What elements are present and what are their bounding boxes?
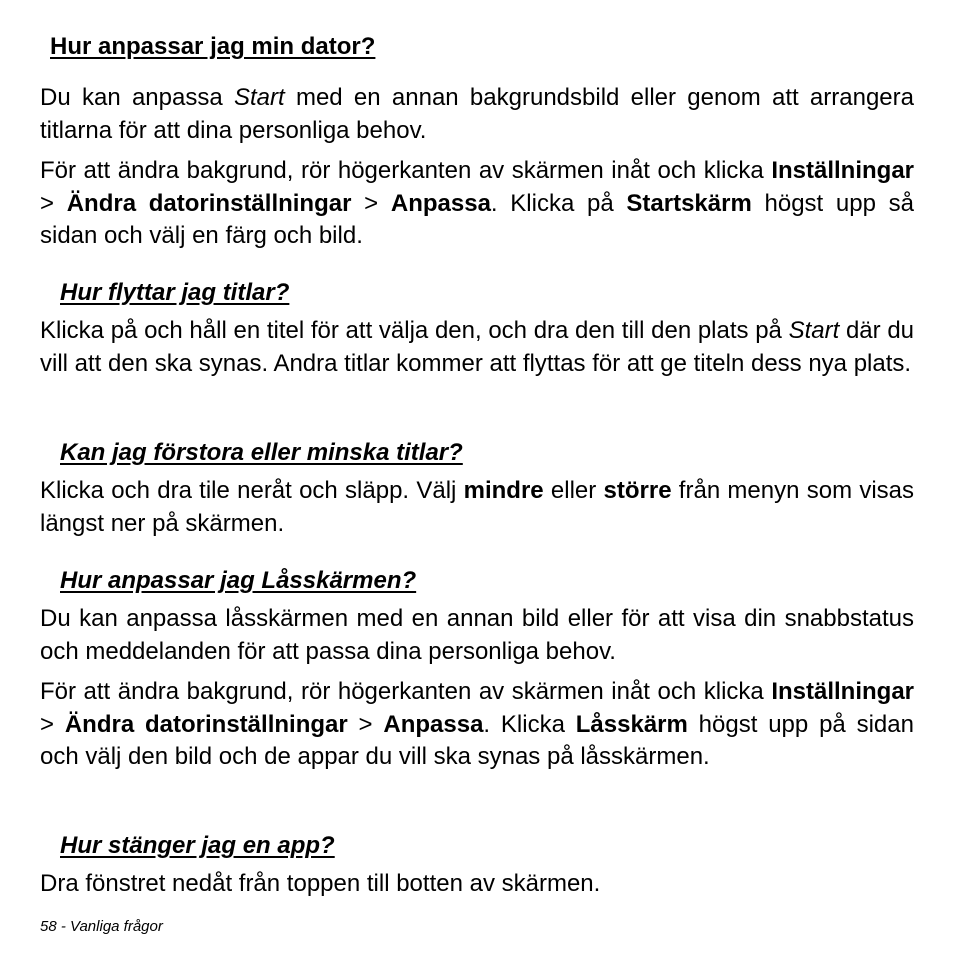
heading-move-tiles: Hur flyttar jag titlar?: [60, 279, 290, 306]
heading-resize-tiles: Kan jag förstora eller minska titlar?: [60, 439, 463, 466]
text-run: Du kan anpassa: [40, 84, 234, 111]
page-footer: 58 - Vanliga frågor: [40, 918, 163, 935]
text-run: från menyn som visas längst ner på skärmen.: [40, 477, 914, 537]
ui-term-change-pc-settings: Ändra datorinställningar: [66, 189, 352, 217]
text-run: . Klicka på: [490, 189, 627, 217]
text-run: . Klicka: [483, 710, 576, 738]
text-run: För att ändra bakgrund, rör högerkanten av skärmen inåt och klicka: [40, 678, 772, 705]
paragraph-lock-screen-background: [40, 676, 914, 774]
text-run: eller: [543, 477, 604, 504]
heading-customize-lock-screen: Hur anpassar jag Låsskärmen?: [60, 567, 417, 594]
text-run: där du vill att den ska synas. Andra titlar kommer att flyttas för att ge titeln dess nya plats.: [40, 317, 915, 377]
heading-close-app: Hur stänger jag en app?: [60, 832, 335, 859]
ui-term-personalize: Anpassa: [383, 710, 484, 738]
ui-term-change-pc-settings: Ändra datorinställningar: [64, 710, 348, 738]
ui-term-personalize: Anpassa: [390, 189, 491, 217]
paragraph-resize-tiles: [40, 475, 914, 540]
ui-term-smaller: mindre: [463, 477, 544, 504]
emphasis-start: Start: [233, 84, 285, 111]
paragraph-customize-start: [40, 82, 914, 147]
ui-term-settings: Inställningar: [771, 678, 914, 705]
heading-customize-computer: Hur anpassar jag min dator?: [50, 33, 376, 60]
emphasis-start: Start: [788, 317, 840, 344]
ui-term-settings: Inställningar: [771, 157, 914, 184]
text-run: Klicka och dra tile neråt och släpp. Välj: [40, 477, 464, 504]
text-run: högst upp på sidan och välj den bild och de appar du vill ska synas på låsskärmen.: [40, 710, 914, 770]
paragraph-lock-screen-intro: Du kan anpassa låsskärmen med en annan bild eller för att visa din snabbstatus och meddelanden för att passa dina personliga behov.: [40, 605, 914, 665]
ui-term-start-screen: Startskärm: [626, 189, 752, 217]
paragraph-change-background: [40, 155, 914, 253]
text-run: Klicka på och håll en titel för att välja den, och dra den till den plats på: [40, 317, 789, 344]
paragraph-move-tiles: [40, 315, 914, 380]
text-run: >: [347, 710, 384, 738]
text-run: >: [40, 189, 67, 217]
text-run: >: [40, 710, 65, 738]
text-run: >: [351, 189, 391, 217]
paragraph-close-app: Dra fönstret nedåt från toppen till botten av skärmen.: [40, 870, 601, 897]
ui-term-larger: större: [603, 477, 672, 504]
text-run: För att ändra bakgrund, rör högerkanten av skärmen inåt och klicka: [40, 157, 772, 184]
text-run: högst upp så sidan och välj en färg och bild.: [40, 189, 915, 249]
ui-term-lock-screen: Låsskärm: [575, 710, 688, 738]
text-run: med en annan bakgrundsbild eller genom att arrangera titlarna för att dina personliga behov.: [40, 84, 914, 144]
